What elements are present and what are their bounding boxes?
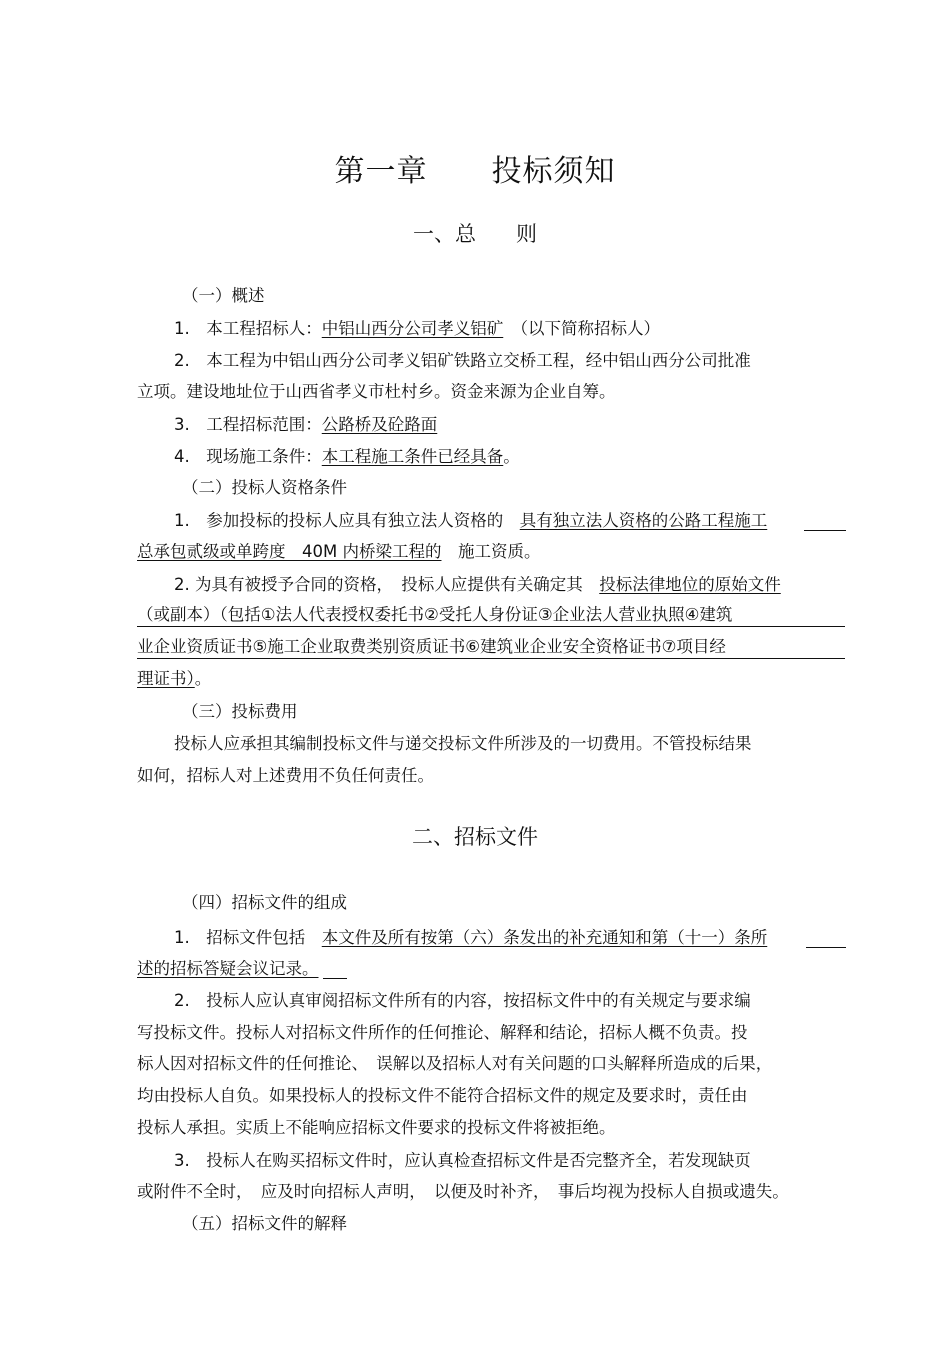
underline-fill: [806, 947, 846, 948]
paragraph-line: 投标人承担。实质上不能响应招标文件要求的投标文件将被拒绝。: [137, 1118, 616, 1137]
paragraph-line: 3. 工程招标范围：公路桥及砼路面: [174, 415, 438, 434]
chapter-heading: [0, 152, 950, 192]
subheading-interpretation: （五）招标文件的解释: [182, 1214, 347, 1233]
paragraph-line: 理证书）。: [137, 669, 212, 688]
paragraph-line: 述的招标答疑会议记录。: [137, 959, 319, 978]
paragraph-line: 3. 投标人在购买招标文件时，应认真检查招标文件是否完整齐全，若发现缺页: [174, 1151, 751, 1170]
paragraph-line: 1. 参加投标的投标人应具有独立法人资格的 具有独立法人资格的公路工程施工: [174, 511, 768, 530]
paragraph-line: 业企业资质证书⑤施工企业取费类别资质证书⑥建筑业企业安全资格证书⑦项目经: [137, 636, 845, 659]
paragraph-line: 均由投标人自负。如果投标人的投标文件不能符合招标文件的规定及要求时，责任由: [137, 1086, 748, 1105]
subheading-cost: （三）投标费用: [182, 702, 298, 721]
chapter-title: 投标须知: [491, 154, 616, 189]
paragraph-line: 2. 为具有被授予合同的资格， 投标人应提供有关确定其 投标法律地位的原始文件: [174, 575, 781, 594]
section-heading-documents: 二、招标文件: [412, 825, 538, 849]
underline-fill: [804, 530, 846, 531]
paragraph-line: （或副本）（包括①法人代表授权委托书②受托人身份证③企业法人营业执照④建筑: [137, 604, 845, 627]
subheading-overview: （一）概述: [182, 286, 265, 305]
chapter-number: 第一章: [334, 154, 428, 189]
paragraph-line: 或附件不全时， 应及时向招标人声明， 以便及时补齐， 事后均视为投标人自损或遗失。: [137, 1182, 789, 1201]
paragraph-line: 2. 本工程为中铝山西分公司孝义铝矿铁路立交桥工程，经中铝山西分公司批准: [174, 351, 751, 370]
subheading-composition: （四）招标文件的组成: [182, 893, 347, 912]
paragraph-line: 4. 现场施工条件：本工程施工条件已经具备。: [174, 447, 520, 466]
paragraph-line: 1. 本工程招标人：中铝山西分公司孝义铝矿 （以下简称招标人）: [174, 319, 660, 338]
paragraph-line: 2. 投标人应认真审阅招标文件所有的内容，按招标文件中的有关规定与要求编: [174, 991, 751, 1010]
paragraph-line: 投标人应承担其编制投标文件与递交投标文件所涉及的一切费用。不管投标结果: [174, 734, 752, 753]
paragraph-line: 如何，招标人对上述费用不负任何责任。: [137, 766, 434, 785]
paragraph-line: 写投标文件。投标人对招标文件所作的任何推论、解释和结论，招标人概不负责。投: [137, 1023, 748, 1042]
subheading-qualification: （二）投标人资格条件: [182, 478, 347, 497]
paragraph-line: 1. 招标文件包括 本文件及所有按第（六）条发出的补充通知和第（十一）条所: [174, 928, 768, 947]
underline-fill: [323, 978, 347, 979]
paragraph-line: 总承包贰级或单跨度 40M 内桥梁工程的 施工资质。: [137, 542, 541, 561]
paragraph-line: 标人因对招标文件的任何推论、 误解以及招标人对有关问题的口头解释所造成的后果，: [137, 1054, 773, 1073]
paragraph-line: 立项。建设地址位于山西省孝义市杜村乡。资金来源为企业自筹。: [137, 382, 616, 401]
section-heading-general: 一、总 则: [413, 222, 537, 246]
